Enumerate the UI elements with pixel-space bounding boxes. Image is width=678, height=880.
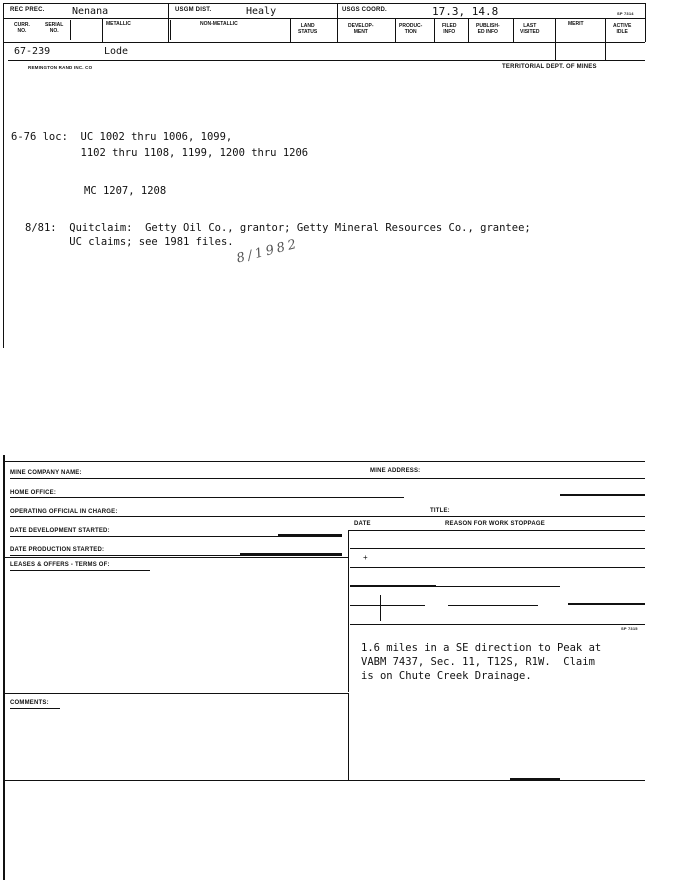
rec-prec-value: Nenana [72,6,109,17]
comments-top-rule [3,693,348,694]
stoppage-row-line [350,548,645,549]
header-bottom-rule [3,42,645,43]
comments-label: COMMENTS: [10,700,49,706]
nonmetallic-label: NON-METALLIC [200,21,238,27]
date-development-mark [278,534,342,536]
stoppage-row-line [350,624,645,625]
home-office-line-right [560,494,645,496]
department-name: TERRITORIAL DEPT. OF MINES [502,64,597,70]
leases-box-right [348,530,349,692]
header-mid-rule [3,18,645,19]
stoppage-mark: + [363,553,368,562]
date-development-label: DATE DEVELOPMENT STARTED: [10,528,110,534]
active-idle-label: ACTIVE IDLE [613,23,632,35]
stoppage-tick [380,595,381,621]
reason-header: REASON FOR WORK STOPPAGE [445,521,545,527]
filed-info-label: FILED INFO [442,23,457,35]
date-production-line [10,555,342,556]
header-top-rule [3,3,645,4]
merit-label: MERIT [568,21,584,27]
curr-no-label: CURR. NO. [14,22,30,34]
stoppage-row-line [448,605,538,606]
header-divider [468,18,469,42]
date-production-mark [240,553,342,555]
form-number: SP 7314 [617,11,634,16]
quitclaim-line-2: UC claims; see 1981 files. [25,236,234,248]
leases-underline [10,570,150,571]
stoppage-row-line [350,605,425,606]
development-label: DEVELOP- MENT [348,23,374,35]
header-divider [337,3,338,42]
leases-box-top [3,557,348,558]
record-number: 67-239 [14,46,51,57]
header-divider [434,18,435,42]
location-note: 1.6 miles in a SE direction to Peak at VABM 7437, Sec. 11, T12S, R1W. Claim is on Chute Creek Drainage. [361,642,602,682]
title-label: TITLE: [430,508,450,514]
stoppage-row-line [350,585,436,587]
date-header: DATE [354,521,371,527]
header-divider [3,3,4,348]
bottom-rule [3,780,645,781]
land-status-label: LAND STATUS [298,23,318,35]
handwritten-annotation: 8/1982 [235,236,301,267]
rec-prec-label: REC PREC. [10,7,45,13]
comments-underline [10,708,60,709]
record-type: Lode [104,46,129,57]
mine-company-label: MINE COMPANY NAME: [10,470,82,476]
comments-box-right [348,693,349,781]
row-tick [70,20,71,40]
serial-no-label: SERIAL NO. [45,22,64,34]
bottom-rule-mark [510,778,560,780]
printer-mark: REMINGTON RAND INC. CO [28,65,93,70]
usgm-dist-value: Healy [246,6,277,17]
stoppage-header-rule [348,530,645,531]
stoppage-row-line [568,603,645,605]
publish-info-label: PUBLISH- ED INFO [476,23,500,35]
home-office-line [10,497,404,498]
header-divider [645,3,646,42]
operating-official-line [10,516,645,517]
stoppage-row-line [350,567,645,568]
metallic-label: METALLIC [106,21,131,27]
form-number-2: SP 7315 [621,626,638,631]
location-line-1: 6-76 loc: UC 1002 thru 1006, 1099, [11,131,233,143]
usgm-dist-label: USGM DIST. [175,7,212,13]
header-divider [555,18,556,60]
footer-left-edge [3,455,5,880]
last-visited-label: LAST VISITED [520,23,540,35]
date-development-line [10,536,342,537]
usgs-coord-value: 17.3, 14.8 [432,5,499,18]
row-tick [170,20,171,40]
leases-label: LEASES & OFFERS - TERMS OF: [10,562,110,568]
mine-company-line [10,478,645,479]
production-label: PRODUC- TION [399,23,423,35]
header-divider [395,18,396,42]
stoppage-row-line [436,586,560,587]
header-divider [168,3,169,42]
record-row-rule [8,60,645,61]
date-production-label: DATE PRODUCTION STARTED: [10,547,105,553]
header-divider [102,18,103,42]
quitclaim-line-1: 8/81: Quitclaim: Getty Oil Co., grantor; Getty Mineral Resources Co., grantee; [25,222,531,234]
usgs-coord-label: USGS COORD. [342,7,387,13]
location-line-2: 1102 thru 1108, 1199, 1200 thru 1206 [11,147,309,159]
location-line-3: MC 1207, 1208 [84,185,167,197]
header-divider [605,18,606,60]
footer-top-rule [3,461,645,462]
header-divider [513,18,514,42]
header-divider [290,18,291,42]
home-office-label: HOME OFFICE: [10,490,57,496]
mine-address-label: MINE ADDRESS: [370,468,421,474]
operating-official-label: OPERATING OFFICIAL IN CHARGE: [10,509,118,515]
